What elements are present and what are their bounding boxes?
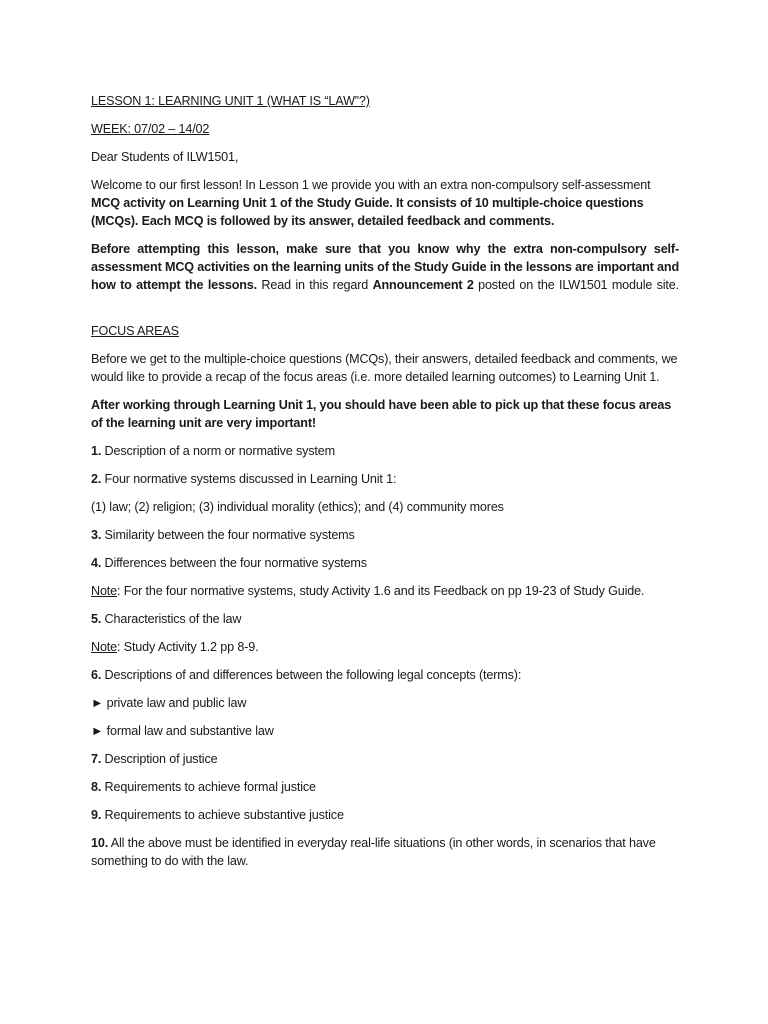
item-number: 4. — [91, 556, 102, 570]
item-text: Four normative systems discussed in Learning Unit 1: — [101, 472, 397, 486]
focus-areas-heading: FOCUS AREAS — [91, 324, 179, 338]
announcement-ref: Announcement 2 — [372, 278, 474, 292]
focus-item-8 — [91, 778, 679, 796]
welcome-text: Welcome to our first lesson! In Lesson 1 we provide you with an extra non-compulsory self-assessment — [91, 178, 651, 192]
item-number: 7. — [91, 752, 102, 766]
item-text: Requirements to achieve substantive justice — [101, 808, 344, 822]
welcome-bold-text: MCQ activity on Learning Unit 1 of the Study Guide. It consists of 10 multiple-choice questions (MCQs). Each MCQ is followed by its answer, detailed feedback and comments. — [91, 196, 644, 228]
item-number: 2. — [91, 472, 102, 486]
module-site-text: posted on the ILW1501 module site. — [473, 278, 679, 292]
focus-item-6 — [91, 666, 679, 684]
focus-item-7 — [91, 750, 679, 768]
item-number: 1. — [91, 444, 102, 458]
welcome-paragraph — [91, 176, 679, 230]
focus-item-4 — [91, 554, 679, 572]
item-text: Descriptions of and differences between the following legal concepts (terms): — [101, 668, 522, 682]
greeting: Dear Students of ILW1501, — [91, 150, 239, 164]
item-text: Description of justice — [101, 752, 218, 766]
item-text: All the above must be identified in everyday real-life situations (in other words, in scenarios that have something to do with the law. — [91, 836, 656, 868]
note-text: : Study Activity 1.2 pp 8-9. — [117, 640, 259, 654]
before-attempting-paragraph — [91, 240, 679, 294]
item-number: 6. — [91, 668, 102, 682]
focus-item-10 — [91, 834, 679, 870]
bullet-formal-substantive-law: ► formal law and substantive law — [91, 724, 274, 738]
focus-item-1 — [91, 442, 679, 460]
item-number: 8. — [91, 780, 102, 794]
focus-item-3 — [91, 526, 679, 544]
focus-intro-paragraph: Before we get to the multiple-choice questions (MCQs), their answers, detailed feedback and comments, we would like to provide a recap of the focus areas (i.e. more detailed learning outcomes) to Learning Unit 1. — [91, 352, 678, 384]
before-attempting-bold: Before attempting this lesson, make sure that you know why the extra non-compulsory self-assessment MCQ activities on the learning units of the Study Guide in the lessons are important and how to attempt the lessons. — [91, 242, 679, 292]
item-text: Description of a norm or normative system — [101, 444, 335, 458]
item-number: 9. — [91, 808, 102, 822]
item-text: Requirements to achieve formal justice — [101, 780, 316, 794]
lesson-heading: LESSON 1: LEARNING UNIT 1 (WHAT IS “LAW”?) — [91, 94, 370, 108]
item-text: Characteristics of the law — [101, 612, 242, 626]
note-label: Note — [91, 584, 118, 598]
focus-item-5 — [91, 610, 679, 628]
note-activity-1-6 — [91, 582, 679, 600]
document-page — [91, 92, 679, 880]
read-regard-text: Read in this regard — [257, 278, 373, 292]
item-text: Differences between the four normative systems — [101, 556, 367, 570]
note-label: Note — [91, 640, 118, 654]
bullet-private-public-law: ► private law and public law — [91, 696, 247, 710]
note-text: : For the four normative systems, study Activity 1.6 and its Feedback on pp 19-23 of Study Guide. — [117, 584, 645, 598]
focus-item-2 — [91, 470, 679, 488]
week-line: WEEK: 07/02 – 14/02 — [91, 122, 210, 136]
item-number: 3. — [91, 528, 102, 542]
spacer — [91, 304, 679, 322]
normative-systems-list: (1) law; (2) religion; (3) individual morality (ethics); and (4) community mores — [91, 500, 504, 514]
note-activity-1-2 — [91, 638, 679, 656]
focus-item-9 — [91, 806, 679, 824]
item-text: Similarity between the four normative systems — [101, 528, 355, 542]
item-number: 10. — [91, 836, 109, 850]
after-working-paragraph: After working through Learning Unit 1, you should have been able to pick up that these focus areas of the learning unit are very important! — [91, 398, 672, 430]
item-number: 5. — [91, 612, 102, 626]
